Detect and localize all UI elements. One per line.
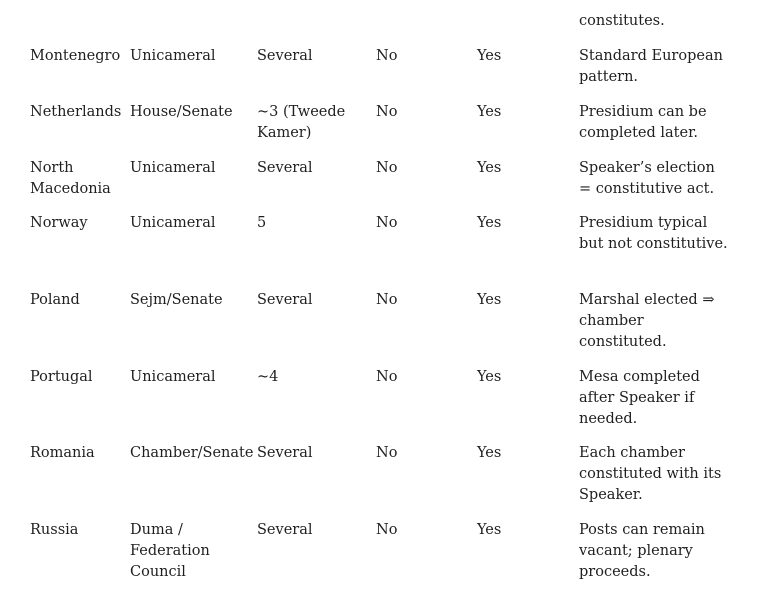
structure-cell: Sejm/Senate xyxy=(130,292,223,308)
country-cell: Montenegro xyxy=(30,48,121,64)
structure-cell: Unicameral xyxy=(130,369,216,385)
note-cell: Presidium can be completed later. xyxy=(579,104,707,141)
yes-cell: Yes xyxy=(477,215,502,231)
count-cell: Several xyxy=(257,48,313,64)
note-cell: Speaker’s election = constitutive act. xyxy=(579,160,715,197)
count-cell: Several xyxy=(257,445,313,461)
note-cell: Standard European pattern. xyxy=(579,48,723,85)
structure-cell: Unicameral xyxy=(130,215,216,231)
yes-cell: Yes xyxy=(477,104,502,120)
no-cell: No xyxy=(376,215,398,231)
structure-cell: House/Senate xyxy=(130,104,233,120)
country-cell: Russia xyxy=(30,522,79,538)
country-cell: Netherlands xyxy=(30,104,122,120)
structure-cell: Chamber/Senate xyxy=(130,445,254,461)
country-cell: North Macedonia xyxy=(30,160,111,197)
note-cell: constitutes. xyxy=(579,13,665,29)
country-cell: Norway xyxy=(30,215,88,231)
no-cell: No xyxy=(376,369,398,385)
note-cell: Presidium typical but not constitutive. xyxy=(579,215,728,252)
structure-cell: Unicameral xyxy=(130,160,216,176)
note-cell: Posts can remain vacant; plenary proceeds. xyxy=(579,522,705,580)
structure-cell: Unicameral xyxy=(130,48,216,64)
note-cell: Each chamber constituted with its Speaker. xyxy=(579,445,722,503)
count-cell: Several xyxy=(257,160,313,176)
no-cell: No xyxy=(376,522,398,538)
yes-cell: Yes xyxy=(477,522,502,538)
yes-cell: Yes xyxy=(477,160,502,176)
yes-cell: Yes xyxy=(477,445,502,461)
country-cell: Romania xyxy=(30,445,95,461)
no-cell: No xyxy=(376,48,398,64)
note-cell: Mesa completed after Speaker if needed. xyxy=(579,369,700,427)
structure-cell: Duma / Federation Council xyxy=(130,522,210,580)
count-cell: 5 xyxy=(257,215,267,231)
country-cell: Poland xyxy=(30,292,80,308)
yes-cell: Yes xyxy=(477,292,502,308)
count-cell: Several xyxy=(257,522,313,538)
count-cell: ~4 xyxy=(257,369,279,385)
country-cell: Portugal xyxy=(30,369,93,385)
count-cell: ~3 (Tweede Kamer) xyxy=(257,104,346,141)
no-cell: No xyxy=(376,445,398,461)
no-cell: No xyxy=(376,292,398,308)
no-cell: No xyxy=(376,160,398,176)
yes-cell: Yes xyxy=(477,369,502,385)
no-cell: No xyxy=(376,104,398,120)
yes-cell: Yes xyxy=(477,48,502,64)
note-cell: Marshal elected ⇒ chamber constituted. xyxy=(579,292,715,350)
count-cell: Several xyxy=(257,292,313,308)
